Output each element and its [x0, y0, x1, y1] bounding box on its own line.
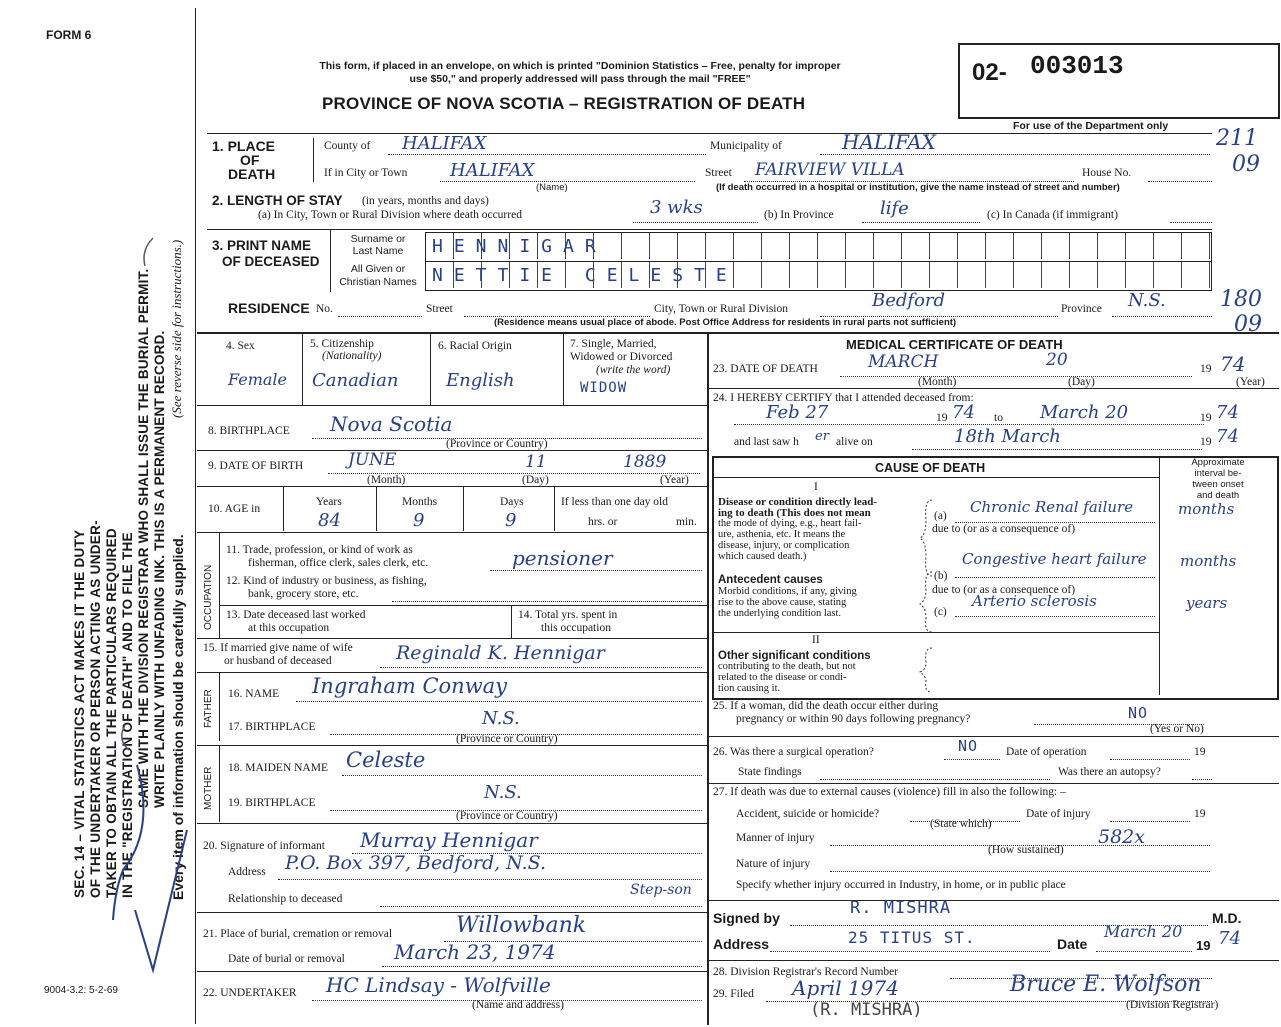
informant-address: P.O. Box 397, Bedford, N.S. [285, 852, 547, 874]
mother-side-label: MOTHER [203, 766, 214, 810]
burial-place-label: 21. Place of burial, cremation or removal [203, 928, 393, 940]
reverse-note: (See reverse side for instructions.) [169, 239, 184, 418]
q27-label: 27. If death was due to external causes (violence) fill in also the following: – [713, 786, 1066, 798]
filed-date: April 1974 [792, 976, 899, 1000]
relationship-value: Step-son [630, 882, 692, 898]
total-yrs-label-2: this occupation [541, 622, 611, 634]
father-birthplace-caption: (Province or Country) [456, 733, 558, 745]
other-4: tion causing it. [718, 683, 781, 694]
last-worked-label-1: 13. Date deceased last worked [226, 609, 366, 621]
signoff-year-prefix: 19 [1196, 938, 1211, 953]
industry-label-1: 12. Kind of industry or business, as fishing, [226, 575, 427, 587]
law-text-6: WRITE PLAINLY WITH UNFADING INK. THIS IS A PERMANENT RECORD. [152, 330, 167, 808]
name-label-1: 3. PRINT NAME [212, 238, 312, 253]
interval-label-4: and death [1196, 490, 1240, 501]
stay-a-value: 3 wks [650, 197, 703, 218]
brace-marks [918, 480, 938, 695]
residence-no-label: No. [316, 303, 333, 315]
trade-label-1: 11. Trade, profession, or kind of work as [226, 544, 413, 556]
dept-code-2: 09 [1232, 152, 1260, 177]
racial-value: English [446, 370, 515, 391]
spouse-label-1: 15. If married give name of wife [203, 642, 353, 654]
burial-date-label: Date of burial or removal [228, 953, 345, 965]
cause-b-label: (b) [934, 570, 948, 582]
attended-from-year: 74 [952, 402, 975, 423]
form-code: 9004-3.2: 5-2-69 [44, 985, 118, 996]
due-to-1: due to (or as a consequence of) [932, 523, 1076, 535]
mother-birthplace-caption: (Province or Country) [456, 810, 558, 822]
birthplace-value: Nova Scotia [330, 412, 453, 436]
age-years-label: Years [316, 496, 342, 508]
given-label-1: All Given or [350, 263, 406, 275]
other-3: related to the disease or condi- [718, 672, 847, 683]
dept-use-label: For use of the Department only [1013, 120, 1169, 132]
name-label-2: OF DECEASED [222, 254, 320, 269]
cause-c-label: (c) [934, 606, 947, 618]
dept-code-4: 09 [1234, 312, 1262, 337]
registrar-caption: (Division Registrar) [1126, 999, 1219, 1011]
other-1: Other significant conditions [718, 650, 871, 662]
spouse-label-2: or husband of deceased [224, 655, 332, 667]
cause-a-label: (a) [934, 510, 947, 522]
place-label-1: 1. PLACE [212, 138, 276, 154]
direct-4: ure, asthenia, etc. It means the [718, 529, 846, 540]
law-text-4: IN THE "REGISTRATION OF DEATH" AND TO FILE THE [120, 532, 135, 898]
birthplace-caption: (Province or Country) [446, 438, 548, 450]
undertaker-value: HC Lindsay - Wolfville [326, 973, 551, 997]
county-label: County of [324, 140, 371, 152]
findings-label: State findings [738, 766, 802, 778]
cause-a-value: Chronic Renal failure [970, 498, 1134, 516]
form-title: PROVINCE OF NOVA SCOTIA – REGISTRATION OF DEATH [322, 94, 806, 113]
street-label: Street [705, 167, 732, 179]
surname-value: HENNIGAR [432, 236, 607, 257]
attended-from: Feb 27 [766, 402, 829, 423]
less-day-label: If less than one day old [561, 496, 668, 508]
residence-province-label: Province [1061, 303, 1102, 315]
father-side-label: FATHER [203, 689, 214, 728]
antecedent-3: rise to the above cause, stating [718, 597, 847, 608]
father-name-value: Ingraham Conway [312, 674, 508, 698]
trade-label-2: fisherman, office clerk, sales clerk, etc. [248, 557, 429, 569]
md-label: M.D. [1212, 910, 1242, 926]
total-yrs-label-1: 14. Total yrs. spent in [518, 609, 618, 621]
death-day: 20 [1046, 350, 1068, 370]
given-label-2: Christian Names [339, 276, 417, 288]
racial-label: 6. Racial Origin [438, 340, 512, 352]
last-worked-label-2: at this occupation [248, 622, 330, 634]
birthplace-label: 8. BIRTHPLACE [208, 425, 290, 437]
filed-label: 29. Filed [713, 988, 754, 1000]
residence-note: (Residence means usual place of abode. Post Office Address for residents in rural parts not sufficient) [494, 317, 957, 328]
reg-prefix: 02- [972, 59, 1007, 86]
county-value: HALIFAX [402, 133, 487, 154]
sex-label: 4. Sex [226, 340, 255, 352]
signoff-address-value: 25 TITUS ST. [848, 928, 976, 947]
cause-c-interval: years [1186, 594, 1228, 612]
op-date-label: Date of operation [1006, 746, 1087, 758]
injury-code: 582x [1098, 826, 1145, 848]
father-birthplace-value: N.S. [482, 708, 520, 729]
date-of-death-label: 23. DATE OF DEATH [713, 363, 818, 375]
death-month-caption: (Month) [918, 376, 957, 388]
antecedent-4: the underlying condition last. [718, 608, 842, 619]
sex-value: Female [228, 370, 287, 389]
stay-b-value: life [880, 198, 909, 219]
form-label: FORM 6 [46, 28, 92, 42]
dob-year: 1889 [623, 452, 667, 472]
dept-code-1: 211 [1216, 126, 1258, 151]
hospital-note: (If death occurred in a hospital or institution, give the name instead of street and number) [716, 182, 1120, 193]
attended-to: March 20 [1040, 402, 1129, 423]
name-caption: (Name) [536, 182, 568, 193]
last-saw-her: er [815, 429, 829, 444]
nature-label: Nature of injury [736, 858, 811, 870]
undertaker-label: 22. UNDERTAKER [203, 987, 297, 999]
due-to-2: due to (or as a consequence of) [932, 584, 1076, 596]
alive-on-label: alive on [836, 436, 873, 448]
signoff-year: 74 [1218, 928, 1241, 949]
last-saw-year: 74 [1216, 426, 1239, 447]
law-text-3: TAKER TO OBTAIN ALL THE PARTICULARS REQUIRED [104, 528, 119, 898]
mother-birthplace-value: N.S. [484, 782, 522, 803]
municipality-label: Municipality of [710, 140, 782, 152]
death-year-prefix: 19 [1200, 363, 1212, 375]
every-item-note: Every item of information should be carefully supplied. [170, 534, 186, 900]
law-text-5: SAME WITH THE DIVISION REGISTRAR WHO SHALL ISSUE THE BURIAL PERMIT. [136, 268, 151, 808]
cause-heading: CAUSE OF DEATH [875, 461, 986, 475]
industry-label-2: bank, grocery store, etc. [248, 588, 359, 600]
doctor-stamp: (R. MISHRA) [810, 1000, 923, 1020]
surname-label-2: Last Name [352, 245, 404, 257]
mother-name-value: Celeste [346, 748, 426, 772]
attended-to-year: 74 [1216, 402, 1239, 423]
relationship-label: Relationship to deceased [228, 893, 343, 905]
death-year-caption: (Year) [1236, 376, 1265, 388]
min-label: min. [676, 516, 697, 528]
municipality-value: HALIFAX [842, 130, 936, 154]
reg-number: 003013 [1030, 51, 1124, 81]
stay-c-label: (c) In Canada (if immigrant) [987, 209, 1118, 221]
death-month: MARCH [868, 352, 939, 372]
dob-label: 9. DATE OF BIRTH [208, 460, 304, 472]
direct-5: disease, injury, or complication [718, 540, 850, 551]
cause-c-value: Arterio sclerosis [972, 592, 1097, 610]
specify-label: Specify whether injury occurred in Industry, in home, or in public place [736, 879, 1066, 891]
residence-street-label: Street [426, 303, 453, 315]
dob-day: 11 [525, 452, 547, 472]
house-label: House No. [1082, 167, 1132, 179]
direct-1: Disease or condition directly lead- [718, 496, 878, 508]
dob-month-caption: (Month) [367, 474, 406, 486]
to-label: to [994, 412, 1003, 424]
age-months-value: 9 [413, 510, 425, 531]
marital-value: WIDOW [580, 380, 628, 396]
antecedent-2: Morbid conditions, if any, giving [718, 586, 857, 597]
antecedent-1: Antecedent causes [718, 574, 823, 586]
direct-2: ing to death (This does not mean [718, 507, 871, 519]
q25-label-2: pregnancy or within 90 days following pregnancy? [736, 713, 971, 725]
marital-label-3: (write the word) [596, 364, 671, 376]
law-text-2: OF THE UNDERTAKER OR PERSON ACTING AS UNDER- [88, 520, 103, 898]
signoff-address-label: Address [713, 936, 770, 952]
residence-label: RESIDENCE [228, 300, 310, 316]
signoff-date-value: March 20 [1104, 922, 1183, 941]
direct-3: the mode of dying, e.g., heart fail- [718, 518, 862, 529]
age-months-label: Months [402, 496, 438, 508]
residence-province-value: N.S. [1128, 290, 1166, 311]
direct-6: which caused death.) [718, 551, 807, 562]
last-saw-label: and last saw h [734, 436, 799, 448]
last-saw-year-prefix: 19 [1200, 436, 1212, 448]
burial-place-value: Willowbank [456, 913, 587, 938]
from-year-prefix: 19 [936, 412, 948, 424]
injury-year-prefix: 19 [1194, 808, 1206, 820]
given-name-value: NETTIE CELESTE [432, 265, 738, 286]
citizenship-label: 5. Citizenship [310, 338, 374, 350]
marital-label-2: Widowed or Divorced [570, 351, 673, 363]
cause-b-interval: months [1180, 552, 1237, 570]
registration-number-box [958, 43, 1280, 119]
spouse-value: Reginald K. Hennigar [396, 642, 605, 664]
place-label-2: OF [240, 152, 260, 168]
trade-value: pensioner [512, 546, 613, 570]
mother-birthplace-label: 19. BIRTHPLACE [228, 797, 316, 809]
citizenship-value: Canadian [312, 370, 399, 391]
city-label: If in City or Town [324, 167, 408, 179]
to-year-prefix: 19 [1200, 412, 1212, 424]
stay-note: (in years, months and days) [362, 195, 489, 207]
occupation-side-label: OCCUPATION [203, 564, 214, 630]
surname-label-1: Surname or [350, 233, 406, 245]
citizenship-sub: (Nationality) [322, 350, 382, 362]
q25-label-1: 25. If a woman, did the death occur either during [713, 700, 939, 712]
state-which-caption: (State which) [930, 818, 992, 830]
part-2-label: II [812, 634, 820, 646]
residence-city-label: City, Town or Rural Division [654, 303, 789, 315]
age-days-value: 9 [505, 510, 517, 531]
envelope-note-1: This form, if placed in an envelope, on which is printed "Dominion Statistics – Free, penalty for improper [319, 60, 841, 72]
registrar-signature: Bruce E. Wolfson [1010, 972, 1202, 997]
manner-label: Manner of injury [736, 832, 815, 844]
undertaker-caption: (Name and address) [472, 999, 564, 1011]
certify-label: 24. I HEREBY CERTIFY that I attended deceased from: [713, 392, 974, 404]
place-label-3: DEATH [228, 166, 276, 182]
q26-value: NO [958, 737, 979, 755]
father-name-label: 16. NAME [228, 688, 280, 700]
dob-year-caption: (Year) [660, 474, 689, 486]
autopsy-label: Was there an autopsy? [1058, 766, 1161, 778]
op-year-prefix: 19 [1194, 746, 1206, 758]
dob-month: JUNE [348, 450, 397, 470]
accident-label: Accident, suicide or homicide? [736, 808, 880, 820]
reg-record-label: 28. Division Registrar's Record Number [713, 966, 899, 978]
law-text-1: SEC. 14 – VITAL STATISTICS ACT MAKES IT THE DUTY [72, 529, 87, 898]
age-label: 10. AGE in [208, 503, 261, 515]
mother-name-label: 18. MAIDEN NAME [228, 762, 328, 774]
injury-date-label: Date of injury [1026, 808, 1091, 820]
how-sustained-caption: (How sustained) [988, 844, 1064, 856]
informant-signature: Murray Hennigar [360, 828, 538, 852]
burial-date-value: March 23, 1974 [394, 940, 556, 964]
dob-day-caption: (Day) [522, 474, 549, 486]
stay-a-label: (a) In City, Town or Rural Division where death occurred [258, 209, 522, 221]
medical-heading: MEDICAL CERTIFICATE OF DEATH [846, 337, 1063, 352]
residence-city-value: Bedford [872, 290, 946, 311]
interval-label-1: Approximate [1191, 457, 1245, 468]
death-year: 74 [1220, 352, 1246, 376]
stay-label: 2. LENGTH OF STAY [212, 193, 343, 208]
part-1-label: I [814, 481, 818, 493]
city-value: HALIFAX [450, 160, 535, 181]
interval-label-3: tween onset [1192, 479, 1244, 490]
marital-label-1: 7. Single, Married, [570, 338, 657, 350]
last-saw-date: 18th March [954, 426, 1061, 447]
hrs-label: hrs. or [588, 516, 618, 528]
father-birthplace-label: 17. BIRTHPLACE [228, 721, 316, 733]
yes-no-caption: (Yes or No) [1150, 723, 1204, 735]
q25-value: NO [1128, 704, 1149, 722]
signed-by-label: Signed by [713, 910, 780, 926]
death-day-caption: (Day) [1068, 376, 1095, 388]
cause-a-interval: months [1178, 500, 1235, 518]
interval-label-2: interval be- [1194, 468, 1242, 479]
stay-b-label: (b) In Province [764, 209, 834, 221]
age-years-value: 84 [318, 510, 341, 531]
informant-address-label: Address [228, 866, 266, 878]
age-days-label: Days [500, 496, 524, 508]
cause-b-value: Congestive heart failure [962, 550, 1147, 568]
q26-label: 26. Was there a surgical operation? [713, 746, 874, 758]
dept-code-3: 180 [1220, 287, 1262, 312]
envelope-note-2: use $50," and properly addressed will pass through the mail "FREE" [409, 73, 751, 85]
other-2: contributing to the death, but not [718, 661, 856, 672]
informant-sig-label: 20. Signature of informant [203, 840, 326, 852]
street-value: FAIRVIEW VILLA [755, 160, 905, 180]
signoff-date-label: Date [1057, 936, 1088, 952]
signed-by-value: R. MISHRA [850, 898, 952, 918]
pencil-marks [105, 230, 195, 990]
